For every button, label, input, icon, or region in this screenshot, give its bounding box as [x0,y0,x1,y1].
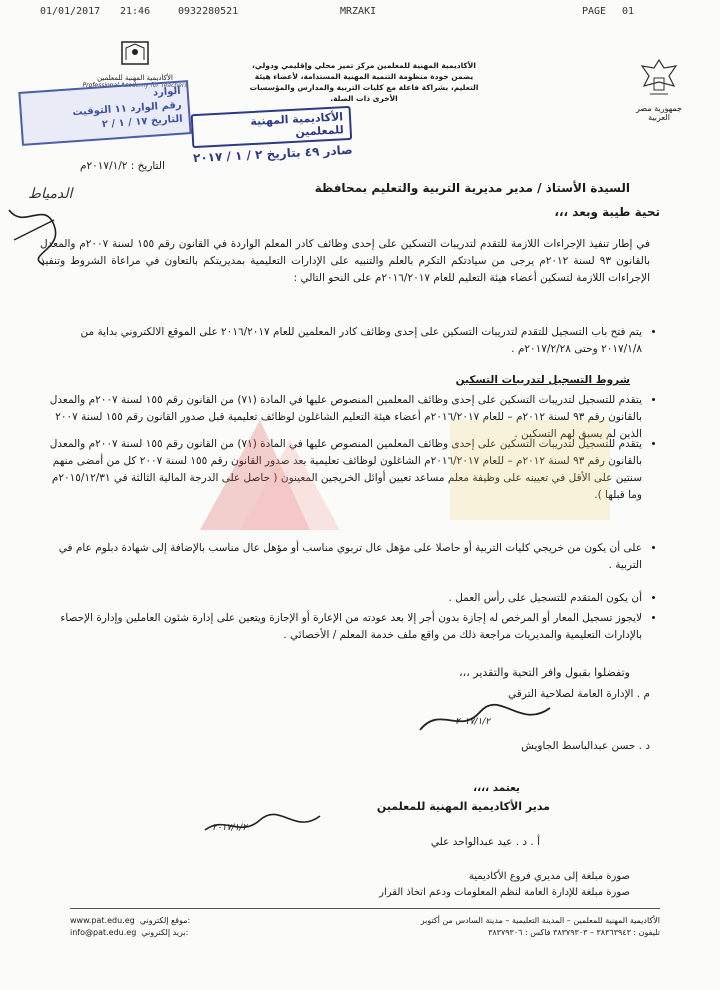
footer-address: الأكاديمية المهنية للمعلمين – المدينة التعليمية – مدينة السادس من أكتوبر [420,916,660,925]
condition-3-text: • على أن يكون من خريجي كليات التربية أو حاصلا على مؤهل عال تربوي مناسب أو مؤهل عال مناسب بالإضافة إلى شهادة دبلوم عام في التربية . [40,540,642,574]
recipient-address: السيدة الأستاذ / مدير مديرية التربية والتعليم بمحافظة [314,181,630,195]
academy-logo-icon [118,36,152,70]
closing-line: وتفضلوا بقبول وافر التحية والتقدير ،،، [459,666,630,679]
condition-2-text: • يتقدم للتسجيل لتدريبات التسكين على إحدى وظائف المعلمين المنصوص عليها في المادة (٧١) من القانون رقم ١٥٥ لسنة ٢٠٠٧م والمعدل بالقانون رقم ٩٣ لسنة ٢٠١٢م – للعام ٢٠١٦/٢٠١٧م الشاغلون لوظائف تعليمية بعد صدور القانون رقم ١٥٥ لسنة ٢٠٠٧ كل من أمضى منهم سنتين على الأقل في تعيينه على وظيفة معلم مساعد تعيين أوائل الخريجين المعينون ( حاصل على الدرجة المالية الثالثة في ٢٠١٥/١٢/٣١م وما قبلها ). [40,436,642,504]
egypt-header [624,56,694,122]
approval-heading: يعتمد ،،،، [473,782,520,794]
letter-date: التاريخ : ٢٠١٧/١/٢م [80,160,165,172]
approval-title: مدير الأكاديمية المهنية للمعلمين [376,800,550,813]
inbox-stamp-line1: الوارد [152,85,182,99]
fax-sender: MRZAKI [340,6,377,17]
fax-phone: 0932280521 [178,6,239,17]
fax-page-number: 01 [622,6,635,17]
footer-phones: تليفون : ٣٨٣٦٣٩٤٣ – ٣٨٣٧٩٣٠٣ فاكس : ٣٨٣٧٩٣٠٦ [488,928,660,937]
conditions-title: شروط التسجيل لتدريبات التسكين [455,374,630,386]
footer-web-block [70,915,250,939]
inbox-stamp-line3: التاريخ ١٧ / ١ / ٢ [101,113,183,131]
bullet-registration [40,324,656,358]
academy-stamp-name: الأكاديمية المهنية للمعلمين [191,106,353,148]
inbox-stamp-line2: رقم الوارد ١١ التوقيت [72,99,183,119]
copy-1: صورة مبلغة إلى مديري فروع الأكاديمية [468,871,630,882]
academy-stamp-line2: صادر ٤٩ بتاريخ ٢ / ١ / ٢٠١٧ [192,142,353,166]
fax-page-label: PAGE [582,6,607,17]
watermark-logo-icon [200,400,620,540]
logo-caption-en: Professional Academy for Teachers [82,82,188,89]
approval-name: أ . د . عيد عبدالواحد علي [430,836,540,848]
greeting: تحية طيبة وبعد ،،، [554,205,660,219]
academy-intro: الأكاديمية المهنية للمعلمين مركز تميز محلي وإقليمي ودولي، يضمن جودة منظومة التنمية المهنية المستدامة، لأعضاء هيئة التعليم، بشراكة فاعلة مع كليات التربية والمدارس والمؤسسات الأخرى ذات الصلة. [249,61,479,103]
footer-mail[interactable]: info@pat.edu.eg [70,928,137,937]
registration-text: • يتم فتح باب التسجيل للتقدم لتدريبات التسكين على إحدى وظائف كادر المعلمين للعام ٢٠١٦/٢٠١٧ على الموقع الالكتروني بداية من ٢٠١٧/١/٨ وحتى ٢٠١٧/٢/٢٨م . [40,324,642,358]
condition-3 [40,540,656,574]
footer-web-label: موقع إلكتروني: [139,916,191,925]
footer-mail-label: بريد إلكتروني: [141,928,189,937]
paragraph-intro: في إطار تنفيذ الإجراءات اللازمة للتقدم لتدريبات التسكين على إحدى وظائف كادر المعلم الواردة في القانون رقم ١٥٥ لسنة ٢٠٠٧م والمعدل بالقانون ٩٣ لسنة ٢٠١٢م يرجى من سيادتكم التكرم بالعلم والتنبيه على الإدارات التعليمية بمديريتكم بالتعاون في مراعاة الشروط وتنفيذ الإجراءات اللازمة لتسكين أعضاء هيئة التعليم للعام ٢٠١٦/٢٠١٧م على النحو التالي : [40,238,650,284]
approval-hand-date: ٢٠١٧/١/٢ [212,823,248,833]
condition-4-text: • أن يكون المتقدم للتسجيل على رأس العمل . [40,590,642,607]
condition-5 [40,610,656,644]
footer [70,908,660,959]
signatory1-hand-date: ٢٠١٧/١/٢ [455,717,491,727]
condition-1-text: • يتقدم للتسجيل لتدريبات التسكين على إحدى وظائف المعلمين المنصوص عليها في المادة (٧١) من القانون رقم ١٥٥ لسنة ٢٠٠٧م والمعدل بالقانون رقم ٩٣ لسنة ٢٠١٢م – للعام ٢٠١٦/٢٠١٧م أعضاء هيئة التعليم الشاغلون لوظائف تعليمية قبل صدور القانون رقم ١٥٥ لسنة ٢٠٠٧ الذين لم يسبق لهم التسكين . [40,392,642,443]
signatory1-title: م . الإدارة العامة لصلاحية الترقي [508,688,650,700]
logo-caption-ar: الأكاديمية المهنية للمعلمين [97,74,173,82]
inbox-stamp [18,80,191,146]
copy-2: صورة مبلغة للإدارة العامة لنظم المعلومات ودعم اتخاذ القرار [379,887,630,898]
condition-4 [40,590,656,607]
country-name: جمهورية مصر العربية [636,104,682,122]
footer-web[interactable]: www.pat.edu.eg [70,916,135,925]
condition-5-text: • لايجوز تسجيل المعار أو المرخص له إجازة بدون أجر إلا بعد عودته من الإعارة أو الإجازة ويتعين على إدارة شئون العاملين وإدارة الإحصاء بالإدارات التعليمية والمديريات مراجعة ذلك من واقع ملف خدمة المعلم / الأخصائي . [40,610,642,644]
eagle-emblem-icon [636,56,682,100]
handwritten-governorate: الدمياط [28,186,73,202]
academy-stamp [191,106,354,170]
signatory1-name: د . حسن عبدالباسط الجاويش [521,740,650,752]
fax-header [0,6,720,20]
fax-date: 01/01/2017 [40,6,101,17]
fax-time: 21:46 [120,6,151,17]
footer-contact [280,915,660,939]
